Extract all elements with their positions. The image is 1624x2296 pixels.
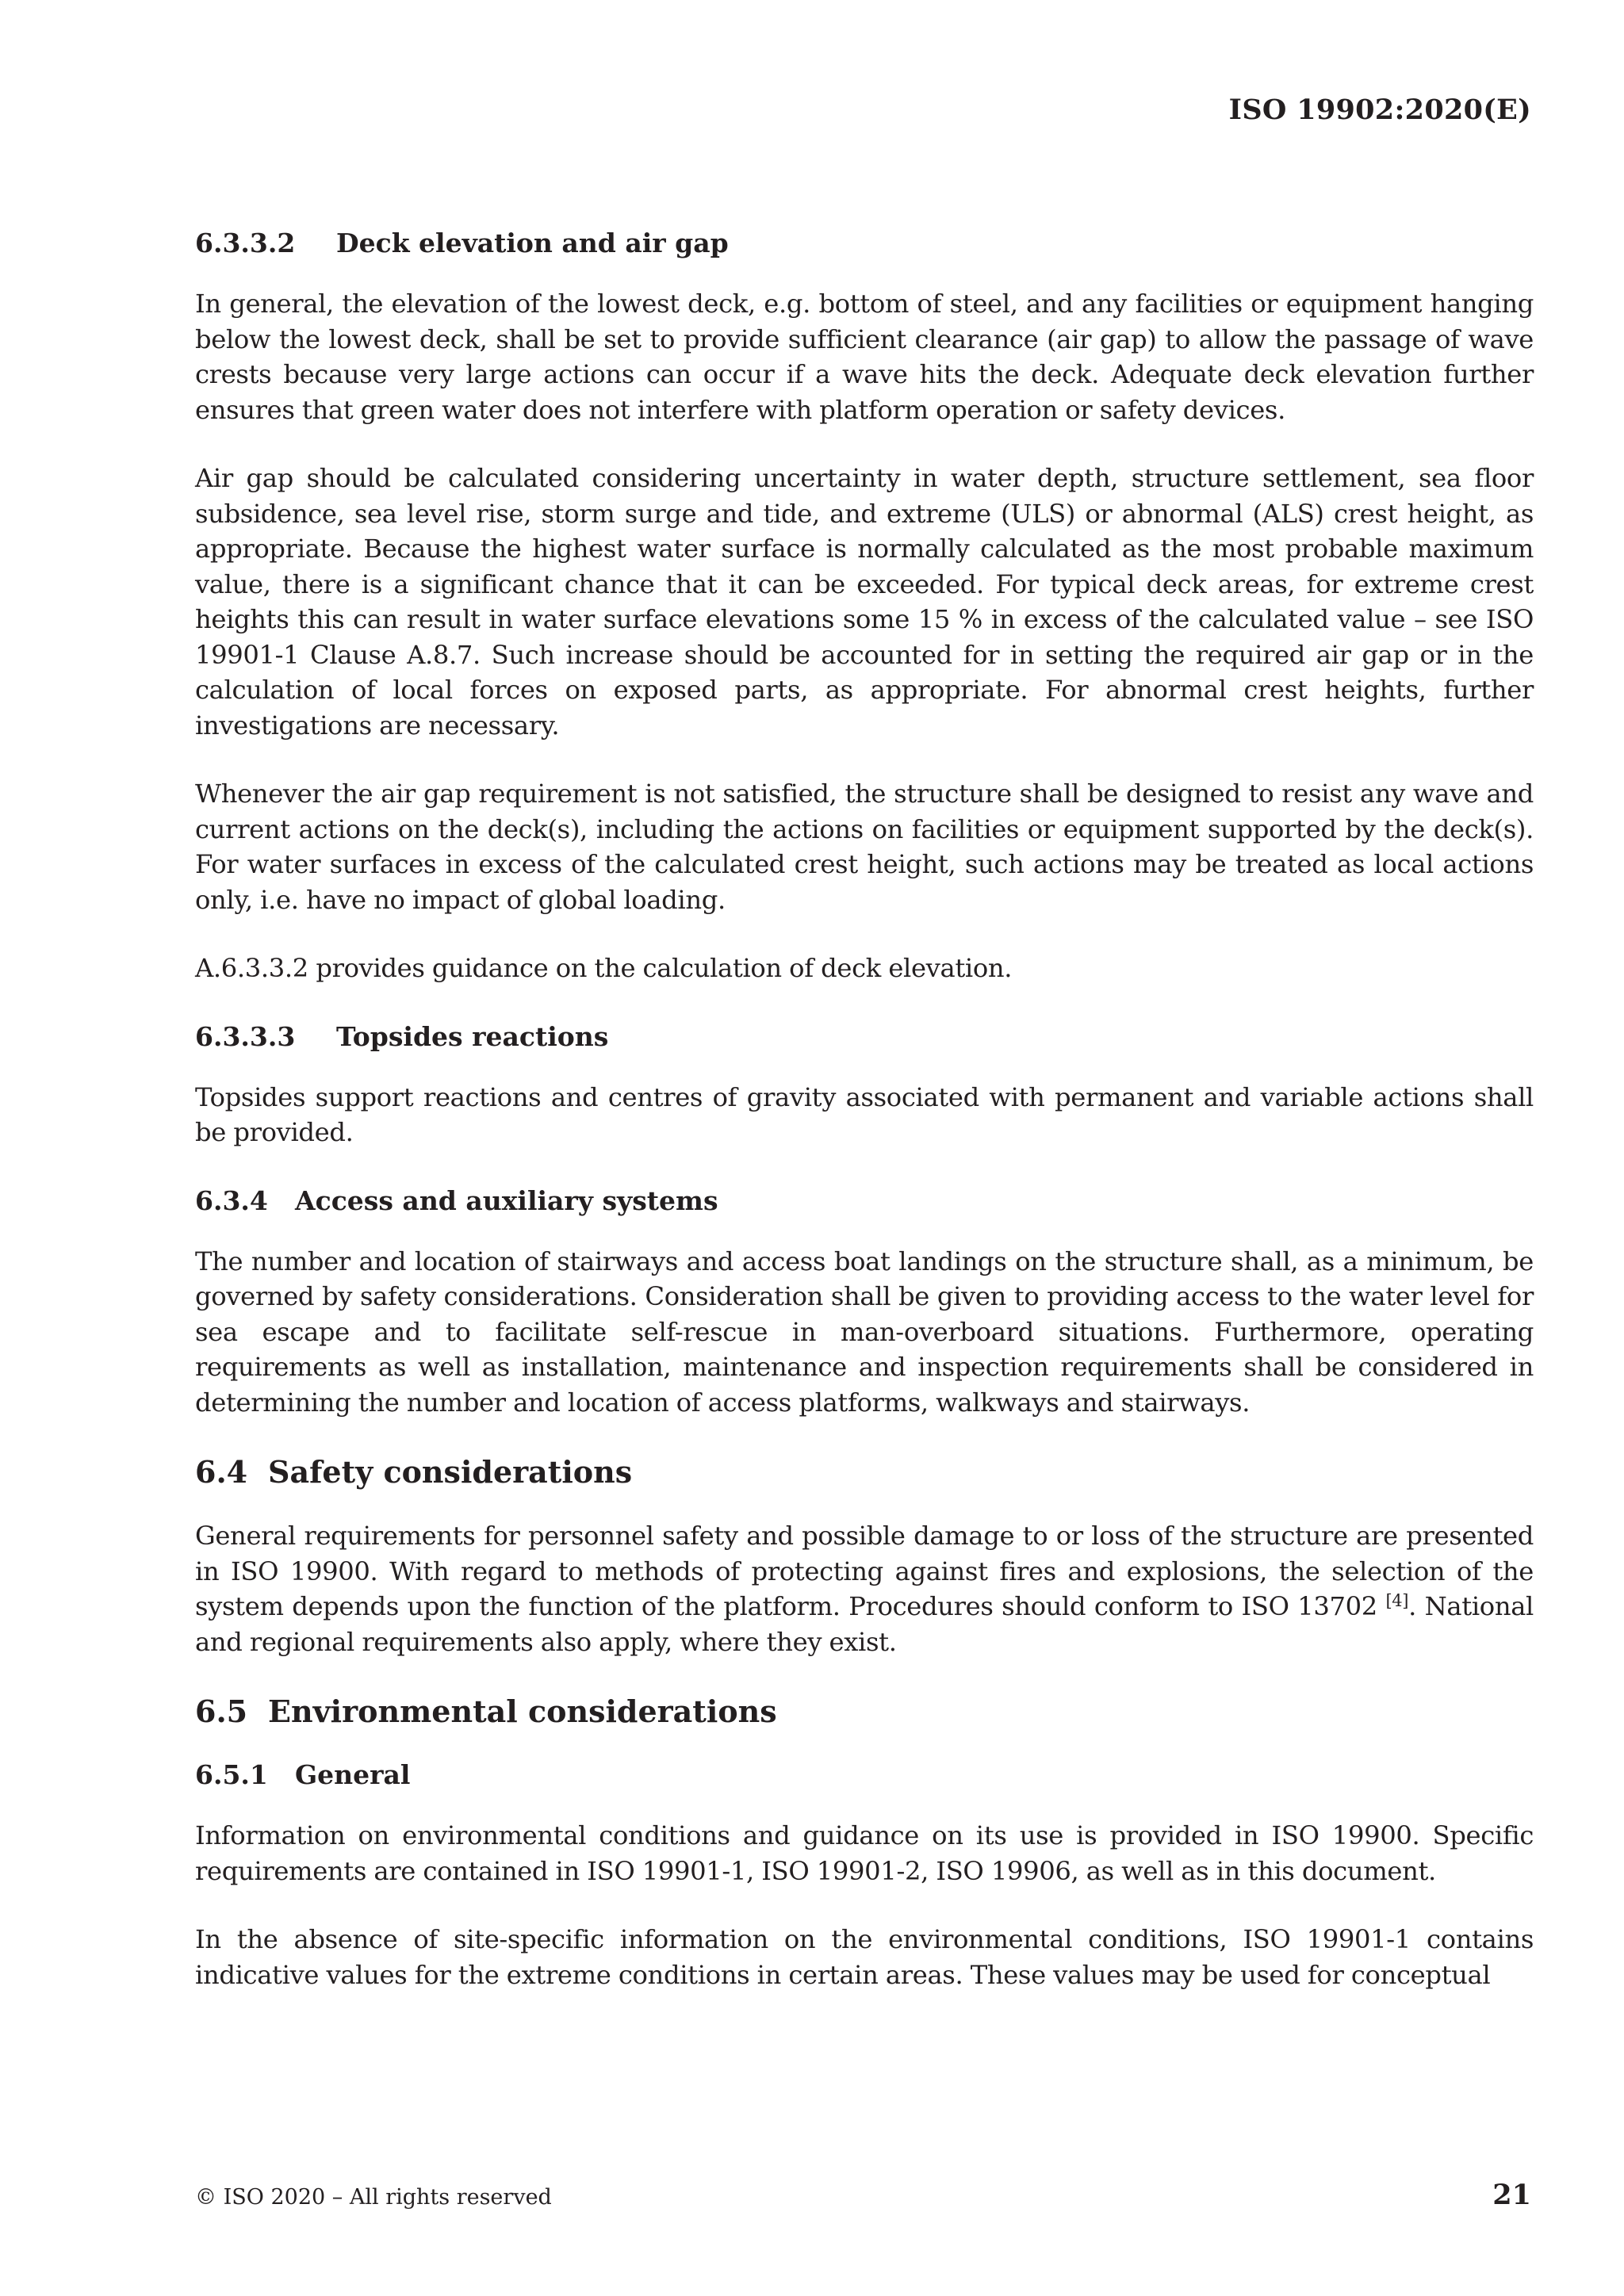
heading-title: Deck elevation and air gap bbox=[336, 228, 729, 258]
heading-number: 6.5.1 bbox=[195, 1759, 268, 1790]
heading-title: Topsides reactions bbox=[336, 1020, 609, 1052]
heading-6-3-4 bbox=[195, 1184, 1534, 1219]
paragraph-text: General requirements for personnel safety and possible damage to or loss of the structure are presented in ISO 19900. With regard to methods of protecting against fires and explosions, the selection of the system depends upon the function of the platform. Procedures should conform to ISO 13702 bbox=[195, 1521, 1534, 1621]
paragraph: In the absence of site-specific information on the environmental conditions, ISO 19901-1 contains indicative values for the extreme conditions in certain areas. These values may be used for conceptual bbox=[195, 1924, 1534, 1990]
heading-6-5 bbox=[195, 1693, 1534, 1731]
paragraph: Information on environmental conditions and guidance on its use is provided in ISO 19900. Specific requirements are contained in ISO 19901-1, ISO 19901-2, ISO 19906, as well as in this document. bbox=[195, 1820, 1534, 1886]
heading-title: Safety considerations bbox=[268, 1454, 633, 1490]
heading-number: 6.5 bbox=[195, 1693, 248, 1729]
heading-6-5-1 bbox=[195, 1758, 1534, 1793]
document-id-header: ISO 19902:2020(E) bbox=[1228, 94, 1531, 126]
page-footer bbox=[195, 2179, 1531, 2211]
paragraph: Topsides support reactions and centres of gravity associated with permanent and variable actions shall be provided. bbox=[195, 1081, 1534, 1147]
paragraph: Whenever the air gap requirement is not satisfied, the structure shall be designed to resist any wave and current actions on the deck(s), including the actions on facilities or equipment supported by the deck(s). For water surfaces in excess of the calculated crest height, such actions may be treated as local actions only, i.e. have no impact of global loading. bbox=[195, 779, 1534, 915]
heading-number: 6.4 bbox=[195, 1454, 248, 1490]
heading-title: General bbox=[295, 1759, 411, 1790]
heading-title: Environmental considerations bbox=[268, 1693, 777, 1729]
paragraph bbox=[195, 1518, 1534, 1659]
heading-6-3-3-3 bbox=[195, 1020, 1534, 1054]
paragraph: A.6.3.3.2 provides guidance on the calculation of deck elevation. bbox=[195, 953, 1013, 983]
heading-6-3-3-2 bbox=[195, 226, 1534, 261]
heading-number: 6.3.3.3 bbox=[195, 1020, 296, 1052]
paragraph-text: . National and regional requirements also apply, where they exist. bbox=[195, 1591, 1534, 1657]
page-body bbox=[195, 226, 1534, 2026]
heading-6-4 bbox=[195, 1453, 1534, 1491]
copyright-notice: © ISO 2020 – All rights reserved bbox=[195, 2185, 552, 2210]
heading-title: Access and auxiliary systems bbox=[295, 1184, 718, 1216]
heading-number: 6.3.4 bbox=[195, 1184, 268, 1216]
reference-citation[interactable]: [4] bbox=[1385, 1591, 1409, 1610]
paragraph: In general, the elevation of the lowest deck, e.g. bottom of steel, and any facilities or equipment hanging below the lowest deck, shall be set to provide sufficient clearance (air gap) to allow the passage of wave crests because very large actions can occur if a wave hits the deck. Adequate deck elevation further ensures that green water does not interfere with platform operation or safety devices. bbox=[195, 289, 1534, 425]
page-number: 21 bbox=[1492, 2179, 1531, 2211]
heading-number: 6.3.3.2 bbox=[195, 228, 296, 258]
paragraph: The number and location of stairways and access boat landings on the structure shall, as a minimum, be governed by safety considerations. Consideration shall be given to providing access to the water level for sea escape and to facilitate self-rescue in man-overboard situations. Furthermore, operating requirements as well as installation, maintenance and inspection requirements shall be considered in determining the number and location of access platforms, walkways and stairways. bbox=[195, 1246, 1534, 1418]
paragraph: Air gap should be calculated considering uncertainty in water depth, structure settlement, sea floor subsidence, sea level rise, storm surge and tide, and extreme (ULS) or abnormal (ALS) crest height, as appropriate. Because the highest water surface is normally calculated as the most probable maximum value, there is a significant chance that it can be exceeded. For typical deck areas, for extreme crest heights this can result in water surface elevations some 15 % in excess of the calculated value – see ISO 19901-1 Clause A.8.7. Such increase should be accounted for in setting the required air gap or in the calculation of local forces on exposed parts, as appropriate. For abnormal crest heights, further investigations are necessary. bbox=[195, 463, 1534, 740]
